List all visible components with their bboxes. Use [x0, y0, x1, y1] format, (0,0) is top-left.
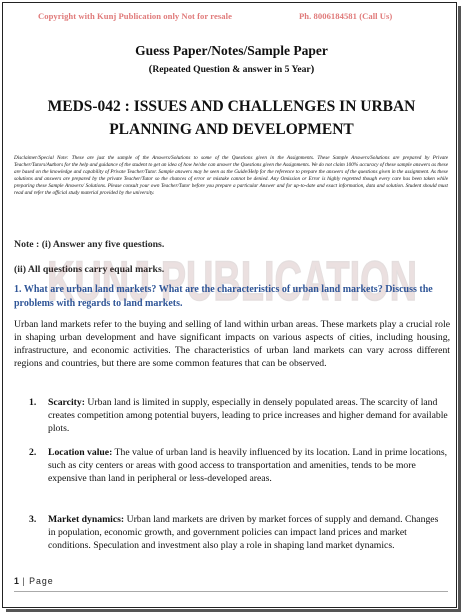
page-footer [14, 576, 54, 586]
footer-separator: | [22, 576, 26, 586]
list-item [29, 447, 448, 486]
disclaimer: Disclaimer/Special Note: These are just the sample of the Answers/Solutions to some of the Questions given in the Assignments. These Sample Answers/Solutions are prepared by Private Teacher/Tutors/Authors for the help and guidance of the student to get an idea of how he/she can answer the Questions given the Assignments. We do not claim 100% accuracy of these sample answers as these are based on the knowledge and capability of Private Teacher/Tutor. Sample answers may be seen as the Guide/Help for the reference to prepare the answers of the questions given in the assignment. As these solutions and answers are prepared by the private Teacher/Tutor so the chances of error or mistake cannot be denied. Any Omission or Error is highly regretted though every care has been taken while preparing these Sample Answers/ Solutions. Please consult your own Teacher/Tutor before you prepare a particular Answer and for up-to-date and exact information, data and solution. Student should must read and refer the official study material provided by the university. [14, 155, 448, 196]
phone-number: Ph. 8006184581 (Call Us) [299, 11, 393, 21]
list-item-number: 2. [29, 447, 37, 458]
doc-subtitle: (Repeated Question & answer in 5 Year) [148, 63, 315, 75]
list-item-term: Location value: [48, 447, 113, 458]
note-answer-five: Note : (i) Answer any five questions. [14, 239, 165, 250]
list-item [29, 514, 448, 553]
page-number: 1 [14, 576, 19, 586]
list-item-text: Urban land is limited in supply, especially in densely populated areas. The scarcity of land creates competition among potential buyers, leading to price increases and higher demand for available plots. [48, 397, 448, 434]
copyright-notice: Copyright with Kunj Publication only Not for resale [38, 11, 232, 21]
svg-text:KUNJ PUBLICATION: KUNJ PUBLICATION [47, 249, 417, 312]
list-item [29, 397, 448, 436]
list-item-text: Urban land markets are driven by market forces of supply and demand. Changes in population, economic growth, and government policies can impact land prices and market conditions. Speculation and investment also play a role in shaping land market dynamics. [48, 514, 439, 551]
list-item-term: Scarcity: [48, 397, 85, 408]
question-1: 1. What are urban land markets? What are the characteristics of urban land markets? Discuss the problems with regards to land markets. [14, 284, 433, 309]
doc-title: Guess Paper/Notes/Sample Paper [135, 43, 328, 58]
list-item-number: 3. [29, 514, 37, 525]
list-item-text: The value of urban land is heavily influenced by its location. Land in prime locations, such as city centers or areas with good access to transportation and amenities, tends to be more expensive than land in peripheral or less-developed areas. [48, 447, 448, 484]
footer-divider [14, 591, 448, 592]
course-title [0, 95, 463, 141]
course-title-line-2: PLANNING AND DEVELOPMENT [109, 121, 354, 138]
list-item-number: 1. [29, 397, 37, 408]
intro-paragraph: Urban land markets refer to the buying and selling of land within urban areas. These markets play a crucial role in shaping urban development and have significant impacts on various aspects of cities, including housing, infrastructure, and economic activities. The characteristics of urban land markets can vary across different regions and countries, but there are some common features that can be observed. [14, 319, 450, 369]
list-item-term: Market dynamics: [48, 514, 125, 525]
note-equal-marks: (ii) All questions carry equal marks. [14, 264, 165, 275]
course-title-line-1: MEDS-042 : ISSUES AND CHALLENGES IN URBAN [47, 98, 416, 115]
page-label: Page [29, 576, 54, 586]
